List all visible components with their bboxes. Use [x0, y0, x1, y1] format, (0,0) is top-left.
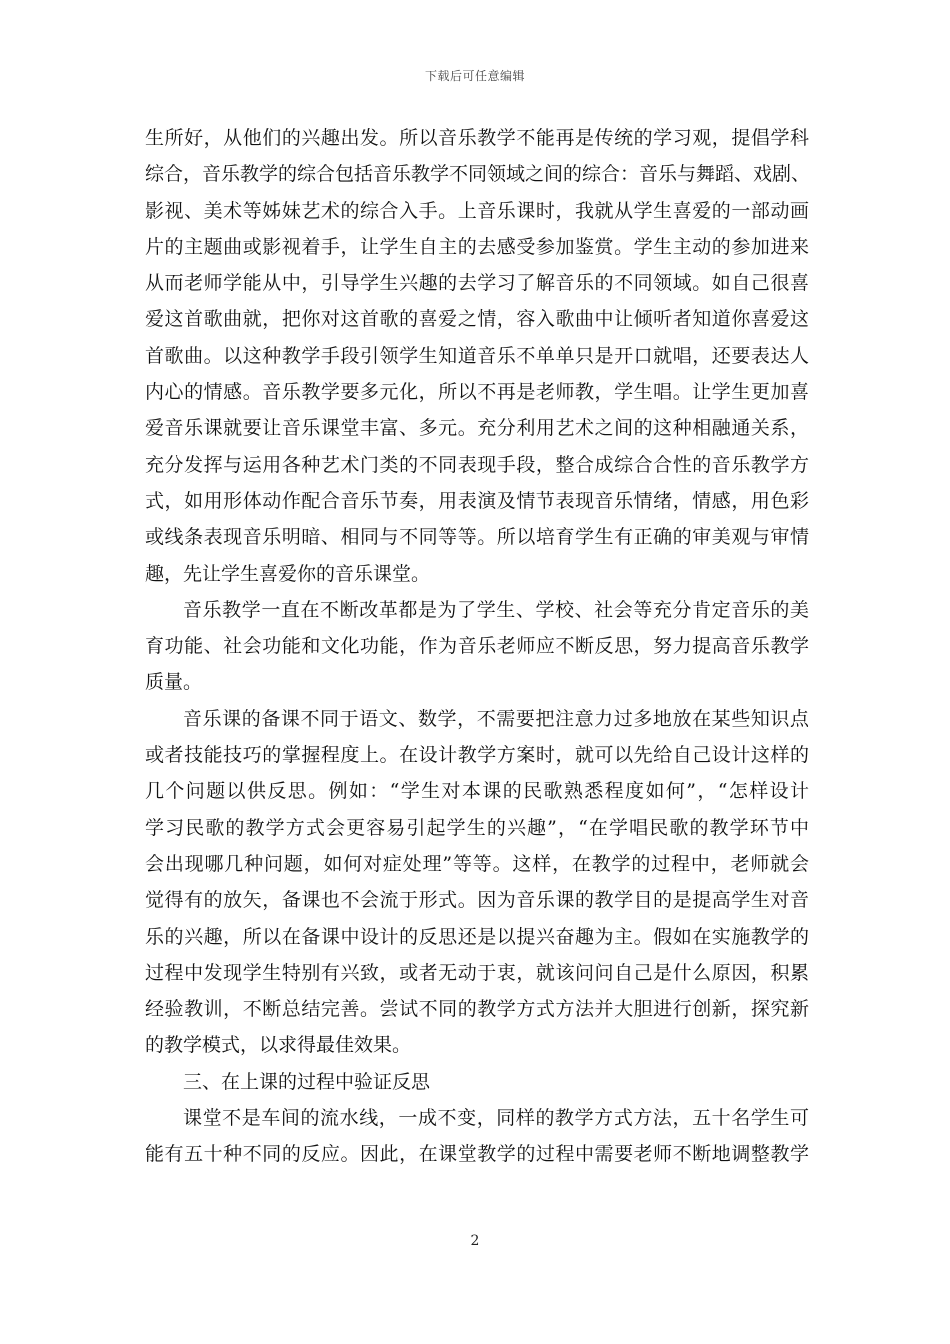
body-line: 质量。 [145, 671, 203, 694]
body-line: 式，如用形体动作配合音乐节奏，用表演及情节表现音乐情绪，情感，用色彩 [145, 489, 809, 512]
body-line: 从而老师学能从中，引导学生兴趣的去学习了解音乐的不同领域。如自己很喜 [145, 272, 809, 295]
body-line: 课堂不是车间的流水线，一成不变，同样的教学方式方法，五十名学生可 [183, 1107, 809, 1130]
body-line: 趣，先让学生喜爱你的音乐课堂。 [145, 562, 431, 585]
body-line: 学习民歌的教学方式会更容易引起学生的兴趣”，“在学唱民歌的教学环节中 [145, 816, 809, 839]
body-line: 综合，音乐教学的综合包括音乐教学不同领域之间的综合：音乐与舞蹈、戏剧、 [145, 163, 811, 186]
section-heading: 三、在上课的过程中验证反思 [183, 1070, 431, 1093]
body-line: 内心的情感。音乐教学要多元化，所以不再是老师教，学生唱。让学生更加喜 [145, 381, 809, 404]
body-line: 过程中发现学生特别有兴致，或者无动于衷，就该问问自己是什么原因，积累 [145, 961, 809, 984]
body-line: 经验教训，不断总结完善。尝试不同的教学方式方法并大胆进行创新，探究新 [145, 998, 809, 1021]
body-line: 影视、美术等姊妹艺术的综合入手。上音乐课时，我就从学生喜爱的一部动画 [145, 199, 809, 222]
body-line: 充分发挥与运用各种艺术门类的不同表现手段，整合成综合合性的音乐教学方 [145, 453, 809, 476]
body-line: 爱音乐课就要让音乐课堂丰富、多元。充分利用艺术之间的这种相融通关系， [145, 417, 809, 440]
body-line: 首歌曲。以这种教学手段引领学生知道音乐不单单只是开口就唱，还要表达人 [145, 344, 809, 367]
body-line: 会出现哪几种问题，如何对症处理”等等。这样，在教学的过程中，老师就会 [145, 852, 809, 875]
body-line: 或线条表现音乐明暗、相同与不同等等。所以培育学生有正确的审美观与审情 [145, 526, 809, 549]
body-line: 音乐课的备课不同于语文、数学，不需要把注意力过多地放在某些知识点 [183, 707, 809, 730]
page-header: 下载后可任意编辑 [424, 69, 525, 83]
body-line: 片的主题曲或影视着手，让学生自主的去感受参加鉴赏。学生主动的参加进来 [145, 235, 809, 258]
body-line: 音乐教学一直在不断改革都是为了学生、学校、社会等充分肯定音乐的美 [183, 598, 809, 621]
body-line: 爱这首歌曲就，把你对这首歌的喜爱之情，容入歌曲中让倾听者知道你喜爱这 [145, 308, 809, 331]
body-line: 的教学模式，以求得最佳效果。 [145, 1034, 412, 1057]
body-line: 乐的兴趣，所以在备课中设计的反思还是以提兴奋趣为主。假如在实施教学的 [145, 925, 809, 948]
body-line: 能有五十种不同的反应。因此，在课堂教学的过程中需要老师不断地调整教学 [145, 1143, 809, 1166]
page-number: 2 [470, 1233, 480, 1249]
body-line: 几个问题以供反思。例如：“学生对本课的民歌熟悉程度如何”，“怎样设计 [145, 780, 809, 803]
document-body [145, 120, 809, 1173]
body-line: 或者技能技巧的掌握程度上。在设计教学方案时，就可以先给自己设计这样的 [145, 744, 809, 767]
body-line: 生所好，从他们的兴趣出发。所以音乐教学不能再是传统的学习观，提倡学科 [145, 127, 809, 149]
body-line: 育功能、社会功能和文化功能，作为音乐老师应不断反思，努力提高音乐教学 [145, 635, 809, 658]
body-line: 觉得有的放矢，备课也不会流于形式。因为音乐课的教学目的是提高学生对音 [145, 889, 809, 912]
